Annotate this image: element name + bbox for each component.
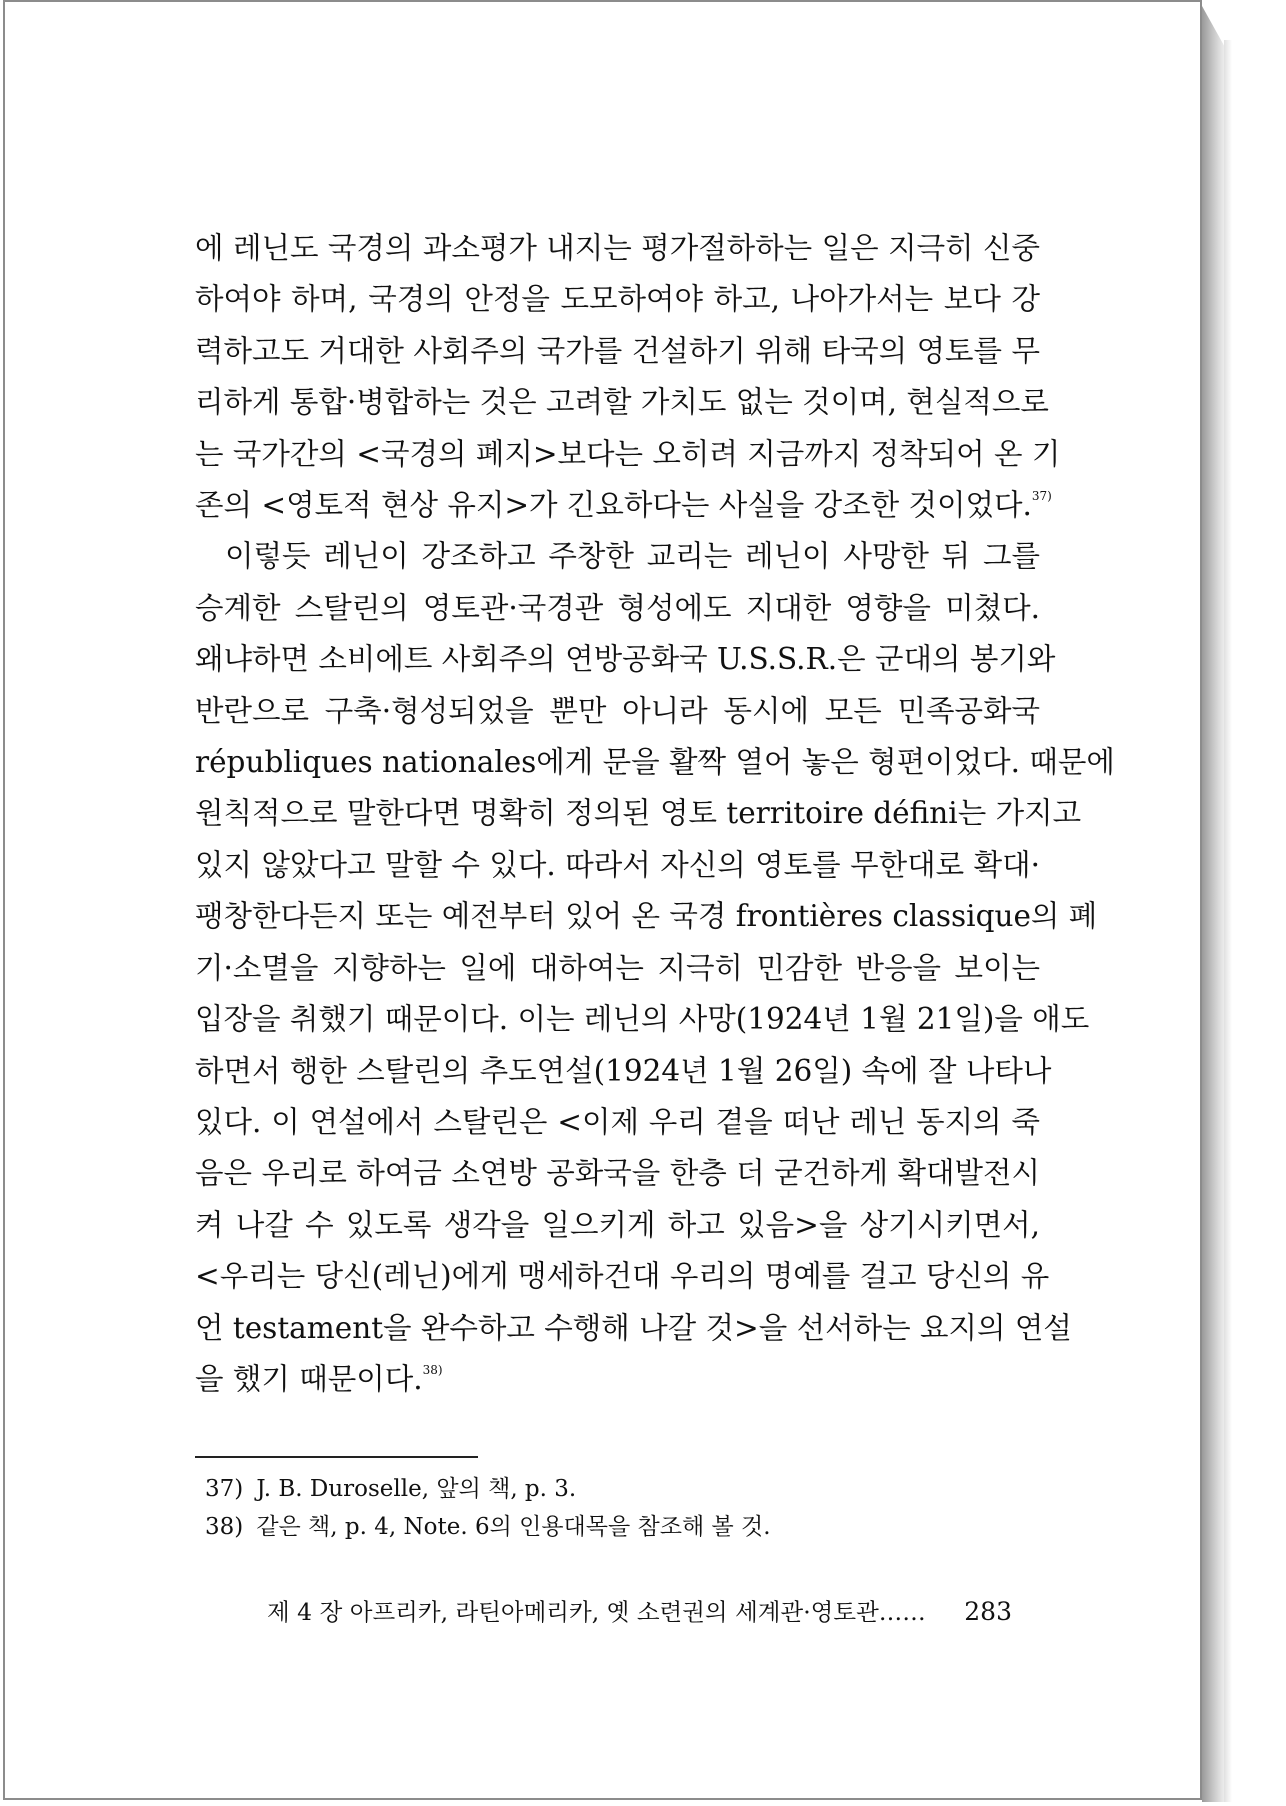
page-edge-shadow bbox=[1202, 6, 1224, 1802]
page-drop-shadow bbox=[1224, 40, 1232, 1802]
text-line: 팽창한다든지 또는 예전부터 있어 온 국경 frontières classique의 폐 bbox=[195, 899, 1098, 934]
text-line: 이렇듯 레닌이 강조하고 주창한 교리는 레닌이 사망한 뒤 그를 bbox=[225, 539, 1040, 574]
text-line: 는 국가간의 <국경의 폐지>보다는 오히려 지금까지 정착되어 온 기 bbox=[195, 436, 1061, 471]
text-line bbox=[195, 480, 1052, 531]
book-page bbox=[3, 0, 1202, 1800]
text-line bbox=[195, 1354, 1040, 1405]
text-line: 승계한 스탈린의 영토관·국경관 형성에도 지대한 영향을 미쳤다. bbox=[195, 590, 1040, 625]
page-number: 283 bbox=[964, 1597, 1012, 1626]
text-line: 입장을 취했기 때문이다. 이는 레닌의 사망(1924년 1월 21일)을 애도 bbox=[195, 1002, 1090, 1037]
text-line: 에 레닌도 국경의 과소평가 내지는 평가절하하는 일은 지극히 신중 bbox=[195, 231, 1040, 265]
running-title: 제 4 장 아프리카, 라틴아메리카, 옛 소련권의 세계관·영토관…… bbox=[267, 1598, 926, 1626]
text-line: 음은 우리로 하여금 소연방 공화국을 한층 더 굳건하게 확대발전시 bbox=[195, 1156, 1040, 1191]
text-line: 하면서 행한 스탈린의 추도연설(1924년 1월 26일) 속에 잘 나타나 bbox=[195, 1053, 1052, 1088]
text-line: 언 testament을 완수하고 수행해 나갈 것>을 선서하는 요지의 연설 bbox=[195, 1310, 1072, 1345]
footnote-number: 38) bbox=[205, 1514, 244, 1540]
footnote-text: 같은 책, p. 4, Note. 6의 인용대목을 참조해 볼 것. bbox=[256, 1514, 771, 1540]
footnote-ref-37[interactable]: 37) bbox=[1031, 489, 1052, 504]
text-line: 력하고도 거대한 사회주의 국가를 건설하기 위해 타국의 영토를 무 bbox=[195, 333, 1040, 368]
footnote-divider bbox=[195, 1456, 478, 1458]
text-line: républiques nationales에게 문을 활짝 열어 놓은 형편이었다. 때문에 bbox=[195, 745, 1115, 780]
text-line-content: 존의 <영토적 현상 유지>가 긴요하다는 사실을 강조한 것이었다. bbox=[195, 488, 1032, 523]
footnote-text: J. B. Duroselle, 앞의 책, p. 3. bbox=[256, 1476, 577, 1502]
text-line: 있다. 이 연설에서 스탈린은 <이제 우리 곁을 떠난 레닌 동지의 죽 bbox=[195, 1104, 1040, 1139]
text-line-content: 을 했기 때문이다. bbox=[195, 1361, 423, 1396]
paragraph-1 bbox=[195, 223, 1061, 531]
text-line: 반란으로 구축·형성되었을 뿐만 아니라 동시에 모든 민족공화국 bbox=[195, 693, 1040, 728]
footnote-number: 37) bbox=[205, 1476, 244, 1502]
text-line: 기·소멸을 지향하는 일에 대하여는 지극히 민감한 반응을 보이는 bbox=[195, 950, 1040, 985]
body-text bbox=[195, 223, 1115, 1405]
text-line: 원칙적으로 말한다면 명확히 정의된 영토 territoire défini는 가지고 bbox=[195, 796, 1082, 831]
paragraph-2 bbox=[195, 531, 1115, 1405]
running-footer bbox=[267, 1592, 1012, 1632]
text-line: 왜냐하면 소비에트 사회주의 연방공화국 U.S.S.R.은 군대의 봉기와 bbox=[195, 642, 1056, 677]
footnotes bbox=[205, 1470, 1005, 1546]
text-line: <우리는 당신(레닌)에게 맹세하건대 우리의 명예를 걸고 당신의 유 bbox=[195, 1259, 1050, 1294]
text-line: 리하게 통합·병합하는 것은 고려할 가치도 없는 것이며, 현실적으로 bbox=[195, 385, 1049, 420]
text-line: 켜 나갈 수 있도록 생각을 일으키게 하고 있음>을 상기시키면서, bbox=[195, 1207, 1040, 1242]
text-line: 하여야 하며, 국경의 안정을 도모하여야 하고, 나아가서는 보다 강 bbox=[195, 282, 1040, 317]
footnote-ref-38[interactable]: 38) bbox=[422, 1363, 443, 1378]
footnote-37 bbox=[205, 1470, 1005, 1508]
footnote-38 bbox=[205, 1508, 1005, 1546]
text-line: 있지 않았다고 말할 수 있다. 따라서 자신의 영토를 무한대로 확대· bbox=[195, 847, 1040, 882]
